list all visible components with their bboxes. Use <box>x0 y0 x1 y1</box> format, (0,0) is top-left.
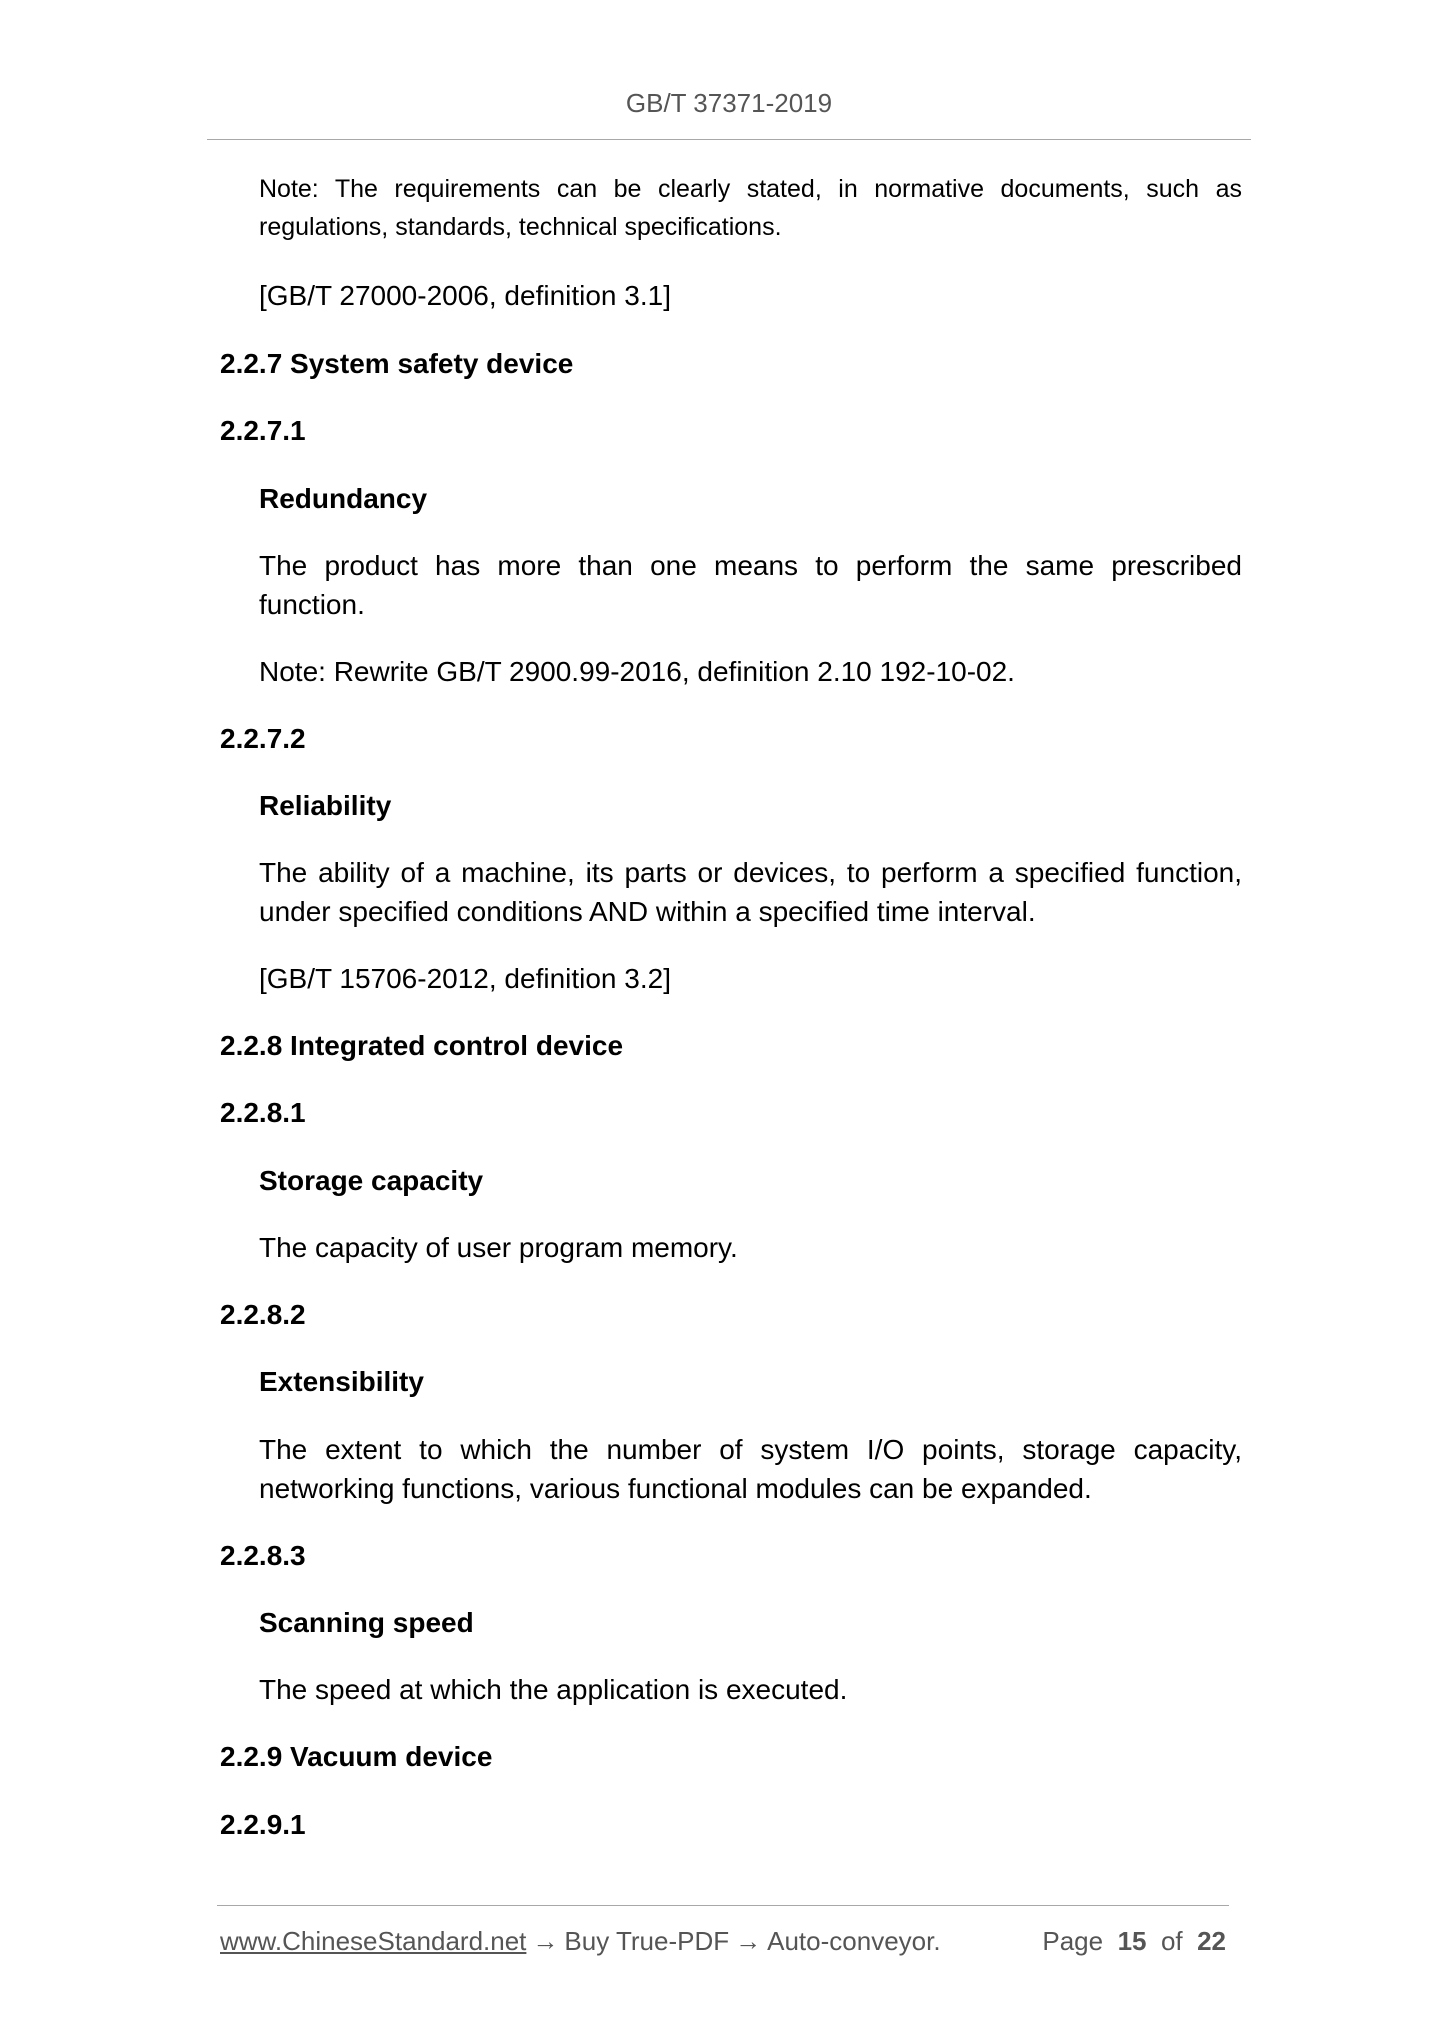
term-scanning-speed: Scanning speed <box>259 1607 474 1638</box>
term-reliability: Reliability <box>259 790 392 821</box>
total-page-count: 22 <box>1197 1926 1226 1956</box>
section-heading-2-2-9: 2.2.9 Vacuum device <box>220 1741 493 1772</box>
clause-number-2-2-8-2: 2.2.8.2 <box>220 1299 306 1330</box>
clause-number-2-2-7-2: 2.2.7.2 <box>220 723 306 754</box>
section-heading-2-2-7: 2.2.7 System safety device <box>220 348 574 379</box>
page-footer <box>220 1924 1232 1958</box>
current-page-number: 15 <box>1117 1926 1147 1956</box>
note-rewrite-gbt2900: Note: Rewrite GB/T 2900.99-2016, definition 2.10 192-10-02. <box>259 656 1015 687</box>
note-requirements: Note: The requirements can be clearly stated, in normative documents, such as regulations, standards, technical specifications. <box>259 175 1242 241</box>
definition-reliability: The ability of a machine, its parts or devices, to perform a specified function, under specified conditions AND within a specified time interval. <box>259 857 1242 927</box>
auto-conveyor-text: Auto-conveyor. <box>767 1926 941 1956</box>
header-divider <box>207 139 1251 140</box>
clause-number-2-2-9-1: 2.2.9.1 <box>220 1809 306 1840</box>
footer-divider <box>217 1905 1229 1906</box>
page-indicator <box>1042 1924 1226 1958</box>
arrow-right-icon: → <box>735 1926 762 1956</box>
clause-number-2-2-8-1: 2.2.8.1 <box>220 1097 306 1128</box>
term-redundancy: Redundancy <box>259 483 428 514</box>
definition-redundancy: The product has more than one means to perform the same prescribed function. <box>259 550 1242 620</box>
arrow-right-icon: → <box>532 1926 559 1956</box>
section-heading-2-2-8: 2.2.8 Integrated control device <box>220 1030 624 1061</box>
reference-gbt27000: [GB/T 27000-2006, definition 3.1] <box>259 280 671 311</box>
clause-number-2-2-8-3: 2.2.8.3 <box>220 1540 306 1571</box>
page-label: Page <box>1042 1926 1104 1956</box>
definition-scanning-speed: The speed at which the application is executed. <box>259 1674 848 1705</box>
definition-extensibility: The extent to which the number of system I/O points, storage capacity, networking functions, various functional modules can be expanded. <box>259 1434 1242 1504</box>
of-label: of <box>1160 1926 1183 1956</box>
buy-true-pdf-text: Buy True-PDF <box>564 1926 730 1956</box>
clause-number-2-2-7-1: 2.2.7.1 <box>220 415 306 446</box>
document-code-header: GB/T 37371-2019 <box>625 88 833 118</box>
term-storage-capacity: Storage capacity <box>259 1165 484 1196</box>
chinesestandard-link[interactable]: www.ChineseStandard.net <box>220 1926 527 1956</box>
definition-storage-capacity: The capacity of user program memory. <box>259 1232 738 1263</box>
reference-gbt15706: [GB/T 15706-2012, definition 3.2] <box>259 963 671 994</box>
term-extensibility: Extensibility <box>259 1366 424 1397</box>
